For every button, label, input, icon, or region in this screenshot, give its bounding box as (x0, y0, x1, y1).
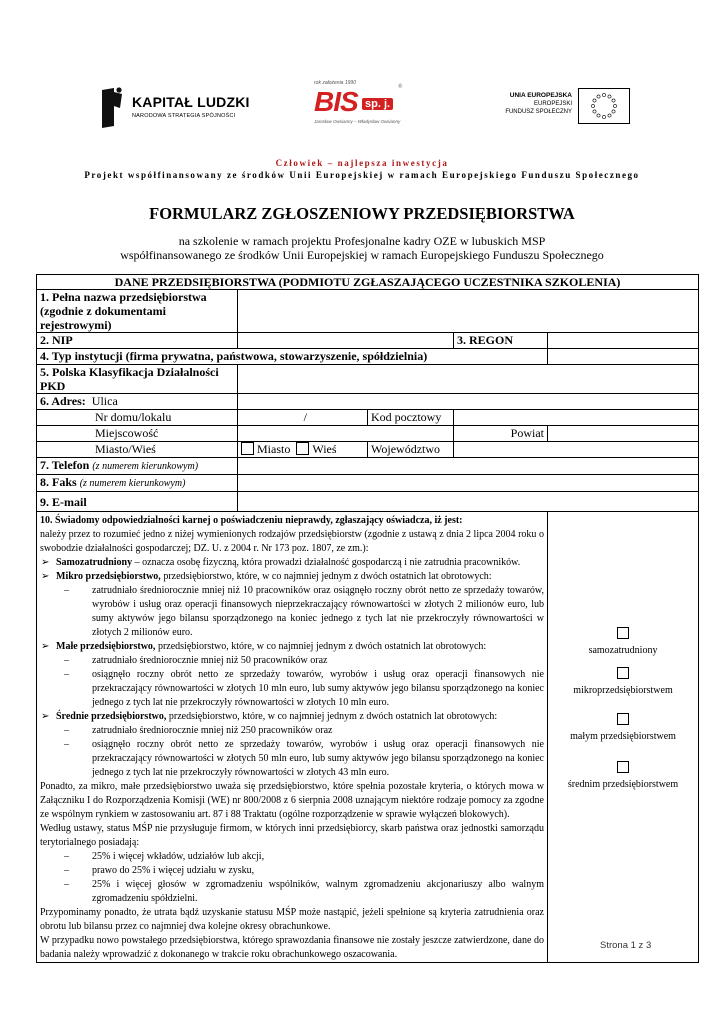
bis-since: rok założenia 1990 (314, 80, 356, 86)
mikro-text: przedsiębiorstwo, które, w co najmniej jednym z dwóch ostatnich lat obrotowych: (160, 571, 492, 582)
option-srednie[interactable] (548, 761, 698, 792)
page-number: Strona 1 z 3 (600, 940, 652, 951)
county-label: Powiat (454, 426, 548, 442)
bullet-icon: ➢ (41, 571, 50, 582)
size-options (548, 512, 699, 963)
srednie-d2: osiągnęło roczny obrót netto ze sprzedaży towarów, wyrobów i usług oraz operacji finansowych nie przekraczający równowartości w złotych 50 mln euro, lub sumy aktywów jego bilansu sporządzonego na koniec jednego z tych lat nie przekroczyły równowartości w złotych 43 mln euro. (92, 739, 544, 778)
ponadto-paragraph: Ponadto, za mikro, małe przedsiębiorstwo uważa się przedsiębiorstwo, które spełnia pozostałe kryteria, o których mowa w Załączniku I do Rozporządzenia Komisji (WE) nr 800/2008 z 6 sierpnia 2008 uznającym niektóre rodzaje pomocy za zgodne ze wspólnym rynkiem w zastosowaniu art. 87 i 88 Traktatu (ogólne rozporządzenie w sprawie wyłączeń blokowych). (40, 781, 544, 820)
kapital-ludzki-subtitle: NARODOWA STRATEGIA SPÓJNOŚCI (132, 113, 236, 119)
dash-icon: – (64, 739, 69, 750)
postcode-label: Kod pocztowy (368, 410, 454, 426)
miasto-checkbox[interactable] (241, 442, 254, 455)
county-field[interactable] (548, 426, 699, 442)
phone-note: (z numerem kierunkowym) (92, 461, 199, 472)
mikro-bold: Mikro przedsiębiorstwo, (56, 571, 161, 582)
samozatrudniony-checkbox[interactable] (617, 627, 629, 639)
male-bold: Małe przedsiębiorstwo, (56, 641, 156, 652)
company-name-field[interactable] (238, 290, 699, 333)
house-number-field[interactable] (238, 410, 368, 426)
phone-label (37, 458, 238, 475)
w-d1: 25% i więcej wkładów, udziałów lub akcji, (92, 851, 265, 862)
city-town-choice (238, 442, 368, 458)
srednie-checkbox[interactable] (617, 761, 629, 773)
bullet-icon: ➢ (41, 641, 50, 652)
srednie-text: przedsiębiorstwo, które, w co najmniej jednym z dwóch ostatnich lat obrotowych: (166, 711, 498, 722)
srednie-dash1 (40, 724, 544, 738)
bis-logo (310, 80, 410, 128)
male-dash1 (40, 654, 544, 668)
wedlug-dash1 (40, 850, 544, 864)
male-dash2 (40, 668, 544, 710)
house-number-label: Nr domu/lokalu (37, 410, 238, 426)
regon-field[interactable] (548, 333, 699, 349)
srednie-label: średnim przedsiębiorstwem (567, 778, 679, 790)
mikro-item (40, 570, 544, 584)
page-title: FORMULARZ ZGŁOSZENIOWY PRZEDSIĘBIORSTWA (149, 204, 575, 223)
slogan: Człowiek – najlepsza inwestycja (275, 158, 449, 168)
option-male[interactable] (548, 713, 698, 744)
male-checkbox[interactable] (617, 713, 629, 725)
nip-field[interactable] (238, 333, 454, 349)
phone-label-text: 7. Telefon (40, 458, 90, 472)
section-header: DANE PRZEDSIĘBIORSTWA (PODMIOTU ZGŁASZAJĄCEGO UCZESTNIKA SZKOLENIA) (37, 275, 699, 290)
przypominamy-paragraph: Przypominamy ponadto, że utrata bądź uzyskanie statusu MŚP może nastąpić, jeżeli spełnione są kryteria zatrudnienia oraz obrotu lub bilansu przez co najmniej dwa kolejne okresy obrachunkowe. (40, 907, 544, 932)
bis-suffix: sp. j. (362, 98, 393, 110)
dash-icon: – (64, 725, 69, 736)
voivodeship-label: Województwo (368, 442, 454, 458)
nip-label: 2. NIP (37, 333, 238, 349)
dash-icon: – (64, 865, 69, 876)
pkd-field[interactable] (238, 365, 699, 394)
mikro-checkbox[interactable] (617, 667, 629, 679)
miasto-label: Miasto (257, 442, 291, 456)
srednie-bold: Średnie przedsiębiorstwo, (56, 711, 167, 722)
male-d1: zatrudniało średniorocznie mniej niż 50 pracowników oraz (92, 655, 328, 666)
kapital-ludzki-logo (100, 86, 250, 130)
postcode-field[interactable] (454, 410, 699, 426)
ue-line1: UNIA EUROPEJSKA (509, 92, 572, 99)
street-label: Ulica (91, 394, 118, 408)
company-name-label: 1. Pełna nazwa przedsiębiorstwa (zgodnie z dokumentami rejestrowymi) (37, 290, 238, 333)
dash-icon: – (64, 879, 69, 890)
dash-icon: – (64, 851, 69, 862)
mikro-label: mikroprzedsiębiorstwem (573, 684, 673, 696)
city-field[interactable] (238, 426, 454, 442)
kapital-ludzki-flag-icon (100, 86, 124, 130)
w-d3: 25% i więcej głosów w zgromadzeniu wspólników, walnym zgromadzeniu akcjonariuszy albo walnym zgromadzeniu spółdzielni. (92, 879, 544, 904)
pkd-label: 5. Polska Klasyfikacja Działalności PKD (37, 365, 238, 394)
voivodeship-field[interactable] (454, 442, 699, 458)
house-number-slash: / (303, 410, 307, 424)
street-field[interactable] (238, 394, 699, 410)
city-town-label: Miasto/Wieś (37, 442, 238, 458)
declaration-heading: 10. Świadomy odpowiedzialności karnej o poświadczeniu nieprawdy, zgłaszający oświadcza, iż jest: (40, 515, 463, 526)
dash-icon: – (64, 669, 69, 680)
wedlug-paragraph: Według ustawy, status MŚP nie przysługuje firmom, w których inni przedsiębiorcy, skarb państwa oraz jednostki samorządu terytorialnego posiadają: (40, 823, 544, 848)
regon-label: 3. REGON (454, 333, 548, 349)
kapital-ludzki-title: KAPITAŁ LUDZKI (132, 94, 250, 110)
option-mikro[interactable] (548, 667, 698, 698)
wies-label: Wieś (312, 442, 337, 456)
dash-icon: – (64, 585, 69, 596)
address-street-label (37, 394, 238, 410)
samo-bold: Samozatrudniony (56, 557, 133, 568)
address-label: 6. Adres: (40, 394, 86, 408)
male-item (40, 640, 544, 654)
eu-flag-icon (578, 88, 630, 124)
mikro-dash1 (40, 584, 544, 640)
ue-line2: EUROPEJSKI (533, 101, 572, 107)
ue-line3: FUNDUSZ SPOŁECZNY (505, 109, 572, 115)
institution-type-field[interactable] (548, 349, 699, 365)
email-field[interactable] (238, 492, 699, 512)
bis-tagline: Jarosław Owsianny – Władysław Owsianny (314, 119, 401, 124)
ue-logo (505, 88, 630, 124)
wies-checkbox[interactable] (296, 442, 309, 455)
institution-type-label: 4. Typ instytucji (firma prywatna, państwowa, stowarzyszenie, spółdzielnia) (37, 349, 548, 365)
subtitle-line2: współfinansowanego ze środków Unii Europejskiej w ramach Europejskiego Funduszu Społecznego (120, 248, 604, 262)
samozatrudniony-item (40, 556, 544, 570)
phone-field[interactable] (238, 458, 699, 475)
fax-note: (z numerem kierunkowym) (79, 478, 186, 489)
srednie-d1: zatrudniało średniorocznie mniej niż 250 pracowników oraz (92, 725, 333, 736)
declaration-intro: należy przez to rozumieć jedno z niżej wymienionych rodzajów przedsiębiorstw (zgodnie z ustawą z dnia 2 lipca 2004 roku o swobodzie działalności gospodarczej; DZ. U. z 2004 r. Nr 173 poz. 1807, ze zm.): (40, 529, 544, 554)
fax-field[interactable] (238, 475, 699, 492)
mikro-d1: zatrudniało średniorocznie mniej niż 10 pracowników oraz osiągnęło roczny obrót netto ze sprzedaży towarów, wyrobów i usług oraz operacji finansowych nieprzekraczający równowartości w złotych 2 milionów euro, lub sumy aktywów jego bilansu sporządzonego na koniec jednego z tych lat nie przekroczyły równowartości w złotych 2 milionów euro. (92, 585, 544, 638)
fax-label (37, 475, 238, 492)
w-d2: prawo do 25% i więcej udziału w zysku, (92, 865, 255, 876)
samo-text: – oznacza osobę fizyczną, która prowadzi działalność gospodarczą i nie zatrudnia pracowników. (132, 557, 521, 568)
wedlug-dash3 (40, 878, 544, 906)
declaration-text (37, 512, 548, 963)
nowe-paragraph: W przypadku nowo powstałego przedsiębiorstwa, którego sprawozdania finansowe nie zostały jeszcze zatwierdzone, dane do badania należy wprowadzić z dokonanego w trakcie roku obrachunkowego oszacowania. (40, 935, 544, 960)
bullet-icon: ➢ (41, 711, 50, 722)
male-label: małym przedsiębiorstwem (570, 730, 676, 742)
srednie-dash2 (40, 738, 544, 780)
cofinancing-note: Projekt współfinansowany ze środków Unii Europejskiej w ramach Europejskiego Funduszu Społecznego (84, 170, 640, 180)
fax-label-text: 8. Faks (40, 475, 77, 489)
bis-registered: ® (398, 84, 403, 90)
samozatrudniony-label: samozatrudniony (588, 644, 658, 656)
company-form-table (36, 274, 699, 963)
bullet-icon: ➢ (41, 557, 50, 568)
option-samozatrudniony[interactable] (548, 627, 698, 658)
city-label: Miejscowość (37, 426, 238, 442)
bis-name: BIS (314, 86, 358, 117)
subtitle-line1: na szkolenie w ramach projektu Profesjonalne kadry OZE w lubuskich MSP (178, 234, 546, 248)
dash-icon: – (64, 655, 69, 666)
male-d2: osiągnęło roczny obrót netto ze sprzedaży towarów, wyrobów i usług oraz operacji finansowych nie przekraczający równowartości w złotych 10 mln euro, lub sumy aktywów jego bilansu sporządzonego na koniec jednego z tych lat nie przekroczyły równowartości w złotych 10 mln euro. (92, 669, 544, 708)
srednie-item (40, 710, 544, 724)
email-label: 9. E-mail (37, 492, 238, 512)
wedlug-dash2 (40, 864, 544, 878)
male-text: przedsiębiorstwo, które, w co najmniej jednym z dwóch ostatnich lat obrotowych: (155, 641, 487, 652)
